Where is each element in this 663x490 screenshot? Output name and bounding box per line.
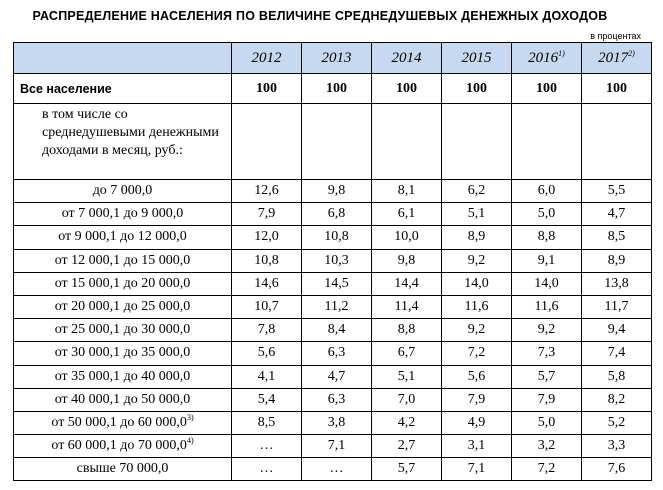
income-distribution-table bbox=[13, 42, 652, 481]
table-cell bbox=[512, 104, 582, 180]
table-cell: 9,8 bbox=[372, 249, 442, 272]
table-cell: 7,9 bbox=[512, 388, 582, 411]
table-row bbox=[14, 319, 652, 342]
table-cell: 100 bbox=[372, 74, 442, 104]
table-cell: 3,3 bbox=[582, 435, 652, 458]
table-cell: 9,4 bbox=[582, 319, 652, 342]
header-corner bbox=[14, 43, 232, 74]
table-cell: 5,1 bbox=[372, 365, 442, 388]
table-cell: 8,4 bbox=[302, 319, 372, 342]
table-row bbox=[14, 342, 652, 365]
row-label: до 7 000,0 bbox=[14, 180, 232, 203]
table-cell: 8,5 bbox=[582, 226, 652, 249]
header-row bbox=[14, 43, 652, 74]
table-cell: 9,2 bbox=[512, 319, 582, 342]
table-cell: … bbox=[232, 458, 302, 481]
table-cell: 8,9 bbox=[442, 226, 512, 249]
table-cell: 14,0 bbox=[512, 272, 582, 295]
table-cell: 8,5 bbox=[232, 411, 302, 434]
table-cell: 5,2 bbox=[582, 411, 652, 434]
row-label: свыше 70 000,0 bbox=[14, 458, 232, 481]
table-row bbox=[14, 180, 652, 203]
table-cell: 14,4 bbox=[372, 272, 442, 295]
year-header: 2014 bbox=[372, 43, 442, 74]
table-cell: 14,0 bbox=[442, 272, 512, 295]
table-cell: 7,3 bbox=[512, 342, 582, 365]
unit-note: в процентах bbox=[590, 31, 641, 41]
table-cell: 7,1 bbox=[302, 435, 372, 458]
year-header: 2017$^{2)}$ bbox=[582, 43, 652, 74]
table-cell: 100 bbox=[302, 74, 372, 104]
table-cell: 9,1 bbox=[512, 249, 582, 272]
table-cell: 14,5 bbox=[302, 272, 372, 295]
table-cell: 5,8 bbox=[582, 365, 652, 388]
table-cell: 3,1 bbox=[442, 435, 512, 458]
table-cell: 5,0 bbox=[512, 411, 582, 434]
row-label: от 60 000,1 до 70 000,0$^{4)}$ bbox=[14, 435, 232, 458]
table-row bbox=[14, 458, 652, 481]
table-cell: … bbox=[302, 458, 372, 481]
table-cell: 9,8 bbox=[302, 180, 372, 203]
table-cell: 8,1 bbox=[372, 180, 442, 203]
table-cell: 4,9 bbox=[442, 411, 512, 434]
table-cell: 8,9 bbox=[582, 249, 652, 272]
table-cell: 5,1 bbox=[442, 203, 512, 226]
table-cell: 9,2 bbox=[442, 249, 512, 272]
table-cell: 10,0 bbox=[372, 226, 442, 249]
table-cell: 7,9 bbox=[442, 388, 512, 411]
table-cell: 6,0 bbox=[512, 180, 582, 203]
table-cell: 7,6 bbox=[582, 458, 652, 481]
table-cell: 7,1 bbox=[442, 458, 512, 481]
year-header: 2015 bbox=[442, 43, 512, 74]
table-cell: 4,1 bbox=[232, 365, 302, 388]
table-cell: 6,3 bbox=[302, 388, 372, 411]
table-cell: 10,3 bbox=[302, 249, 372, 272]
total-label: Все население bbox=[14, 74, 232, 104]
row-label: от 35 000,1 до 40 000,0 bbox=[14, 365, 232, 388]
table-cell: 100 bbox=[582, 74, 652, 104]
table-cell: 5,0 bbox=[512, 203, 582, 226]
table-cell: 4,2 bbox=[372, 411, 442, 434]
table-row bbox=[14, 365, 652, 388]
table-cell: 6,8 bbox=[302, 203, 372, 226]
table-cell: 10,7 bbox=[232, 295, 302, 318]
table-cell: 5,6 bbox=[232, 342, 302, 365]
table-cell: 5,7 bbox=[512, 365, 582, 388]
table-cell: 11,7 bbox=[582, 295, 652, 318]
table-cell: 9,2 bbox=[442, 319, 512, 342]
table-cell: 7,8 bbox=[232, 319, 302, 342]
table-title: РАСПРЕДЕЛЕНИЕ НАСЕЛЕНИЯ ПО ВЕЛИЧИНЕ СРЕДНЕДУШЕВЫХ ДЕНЕЖНЫХ ДОХОДОВ bbox=[32, 9, 608, 23]
table-cell: 8,8 bbox=[512, 226, 582, 249]
table-cell: 7,2 bbox=[442, 342, 512, 365]
note-row bbox=[14, 104, 652, 180]
table-cell: 6,7 bbox=[372, 342, 442, 365]
table-row bbox=[14, 435, 652, 458]
table-cell: 5,7 bbox=[372, 458, 442, 481]
table-cell: 12,0 bbox=[232, 226, 302, 249]
table-cell: 11,6 bbox=[442, 295, 512, 318]
table-cell: 100 bbox=[512, 74, 582, 104]
table-cell: 5,5 bbox=[582, 180, 652, 203]
table-row bbox=[14, 388, 652, 411]
table-cell: 8,8 bbox=[372, 319, 442, 342]
table-cell: 7,2 bbox=[512, 458, 582, 481]
note-label: в том числе со среднедушевыми денежными доходами в месяц, руб.: bbox=[14, 104, 232, 180]
table-cell: 4,7 bbox=[302, 365, 372, 388]
table-cell: 11,6 bbox=[512, 295, 582, 318]
table-row bbox=[14, 272, 652, 295]
row-label: от 15 000,1 до 20 000,0 bbox=[14, 272, 232, 295]
table-cell: 100 bbox=[442, 74, 512, 104]
table-cell: 3,8 bbox=[302, 411, 372, 434]
year-header: 2012 bbox=[232, 43, 302, 74]
row-label: от 30 000,1 до 35 000,0 bbox=[14, 342, 232, 365]
table-cell: 2,7 bbox=[372, 435, 442, 458]
row-label: от 7 000,1 до 9 000,0 bbox=[14, 203, 232, 226]
table-cell: 11,4 bbox=[372, 295, 442, 318]
table-cell: 13,8 bbox=[582, 272, 652, 295]
table-cell: 4,7 bbox=[582, 203, 652, 226]
table-row bbox=[14, 249, 652, 272]
row-label: от 40 000,1 до 50 000,0 bbox=[14, 388, 232, 411]
table-cell: 11,2 bbox=[302, 295, 372, 318]
table-cell: 10,8 bbox=[232, 249, 302, 272]
row-label: от 25 000,1 до 30 000,0 bbox=[14, 319, 232, 342]
table-cell: 6,1 bbox=[372, 203, 442, 226]
table-cell bbox=[302, 104, 372, 180]
table-cell bbox=[582, 104, 652, 180]
year-header: 2016$^{1)}$ bbox=[512, 43, 582, 74]
row-label: от 50 000,1 до 60 000,0$^{3)}$ bbox=[14, 411, 232, 434]
table-cell: 7,4 bbox=[582, 342, 652, 365]
table-cell: 5,6 bbox=[442, 365, 512, 388]
table-row bbox=[14, 411, 652, 434]
table-row bbox=[14, 226, 652, 249]
table-cell bbox=[232, 104, 302, 180]
table-cell: 7,9 bbox=[232, 203, 302, 226]
row-label: от 20 000,1 до 25 000,0 bbox=[14, 295, 232, 318]
table-row bbox=[14, 203, 652, 226]
table-cell: 6,3 bbox=[302, 342, 372, 365]
row-label: от 9 000,1 до 12 000,0 bbox=[14, 226, 232, 249]
table-row bbox=[14, 295, 652, 318]
total-row bbox=[14, 74, 652, 104]
table-cell: … bbox=[232, 435, 302, 458]
table-cell: 6,2 bbox=[442, 180, 512, 203]
table-cell: 100 bbox=[232, 74, 302, 104]
table-cell: 5,4 bbox=[232, 388, 302, 411]
table-cell bbox=[372, 104, 442, 180]
table-cell bbox=[442, 104, 512, 180]
table-cell: 8,2 bbox=[582, 388, 652, 411]
table-cell: 14,6 bbox=[232, 272, 302, 295]
year-header: 2013 bbox=[302, 43, 372, 74]
row-label: от 12 000,1 до 15 000,0 bbox=[14, 249, 232, 272]
table-cell: 7,0 bbox=[372, 388, 442, 411]
table-cell: 12,6 bbox=[232, 180, 302, 203]
table-cell: 10,8 bbox=[302, 226, 372, 249]
table-cell: 3,2 bbox=[512, 435, 582, 458]
